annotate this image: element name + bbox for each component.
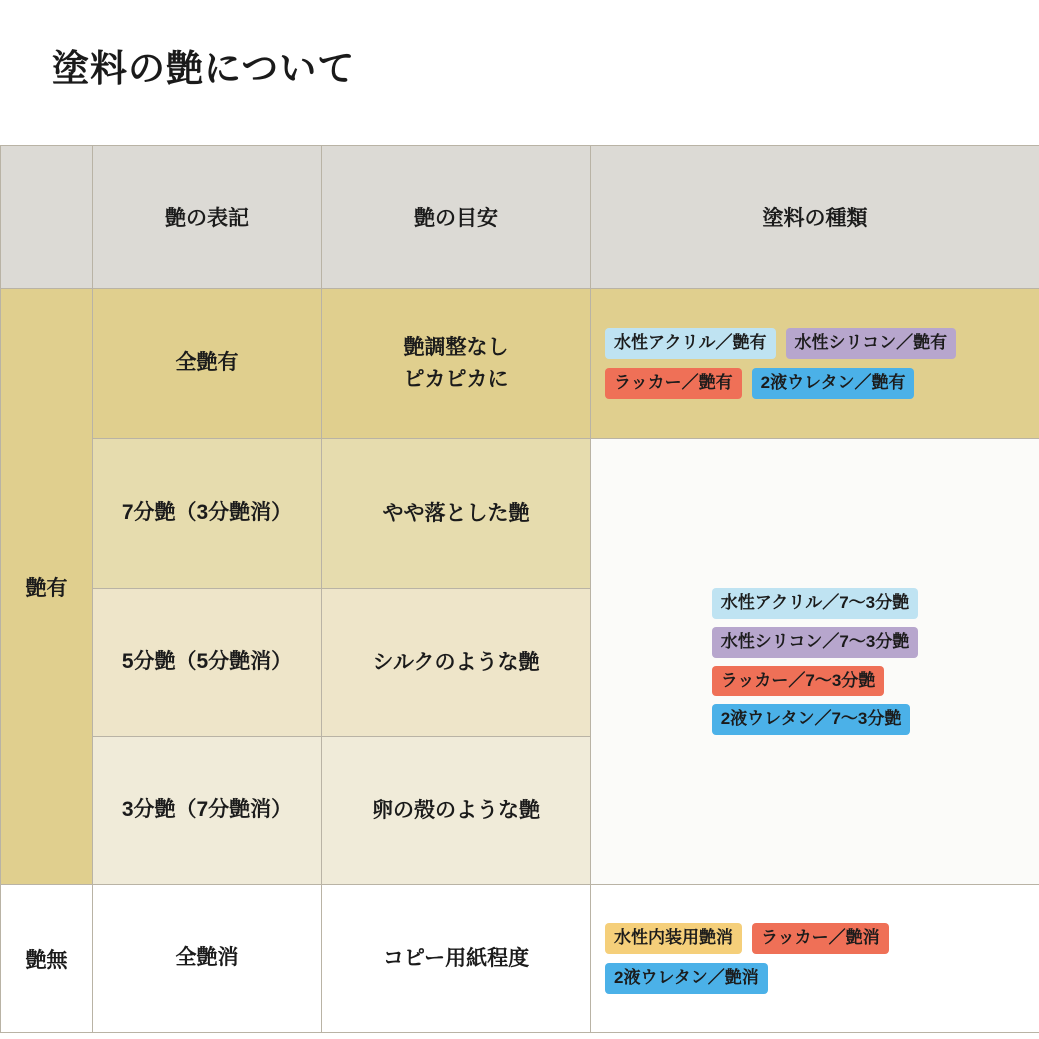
column-header-guide: 艶の目安 [322, 146, 591, 289]
paint-chip: 水性アクリル／7〜3分艶 [712, 588, 918, 619]
guide-line-1: 艶調整なし [403, 336, 509, 359]
table-body [1, 289, 1039, 1033]
page-title: 塗料の艶について [52, 48, 356, 89]
gloss-table [0, 145, 1039, 1033]
guide-full-gloss [322, 289, 591, 439]
guide-5bu: シルクのような艶 [322, 589, 591, 737]
paint-chip: 水性シリコン／艶有 [786, 328, 957, 359]
notation-3bu: 3分艶（7分艶消） [93, 737, 322, 885]
row-group-label-gloss: 艶有 [1, 289, 93, 885]
table-row [1, 885, 1039, 1033]
notation-7bu: 7分艶（3分艶消） [93, 439, 322, 589]
guide-full-matte: コピー用紙程度 [322, 885, 591, 1033]
column-header-notation: 艶の表記 [93, 146, 322, 289]
column-header-group [1, 146, 93, 289]
paint-chip: 2液ウレタン／艶消 [605, 963, 768, 994]
notation-5bu: 5分艶（5分艶消） [93, 589, 322, 737]
table-header-row [1, 146, 1039, 289]
notation-full-gloss: 全艶有 [93, 289, 322, 439]
types-cell-semi [591, 439, 1039, 885]
paint-chip: 水性アクリル／艶有 [605, 328, 776, 359]
paint-chip: 水性内装用艶消 [605, 923, 742, 954]
paint-chip: ラッカー／艶有 [605, 368, 742, 399]
chip-group-matte [591, 913, 1039, 1003]
paint-chip: ラッカー／7〜3分艶 [712, 666, 885, 697]
types-cell-matte [591, 885, 1039, 1033]
chip-group-gloss [591, 318, 1039, 408]
types-cell-gloss [591, 289, 1039, 439]
table-row [1, 439, 1039, 589]
paint-chip: 2液ウレタン／艶有 [752, 368, 915, 399]
column-header-types: 塗料の種類 [591, 146, 1039, 289]
guide-3bu: 卵の殻のような艶 [322, 737, 591, 885]
row-group-label-matte: 艶無 [1, 885, 93, 1033]
guide-7bu: やや落とした艶 [322, 439, 591, 589]
guide-line-2: ピカピカに [403, 367, 509, 391]
table-header [1, 146, 1039, 289]
paint-chip: 2液ウレタン／7〜3分艶 [712, 704, 911, 735]
table-row [1, 289, 1039, 439]
chip-group-semi [591, 578, 1039, 744]
paint-chip: 水性シリコン／7〜3分艶 [712, 627, 919, 658]
paint-chip: ラッカー／艶消 [752, 923, 889, 954]
notation-full-matte: 全艶消 [93, 885, 322, 1033]
